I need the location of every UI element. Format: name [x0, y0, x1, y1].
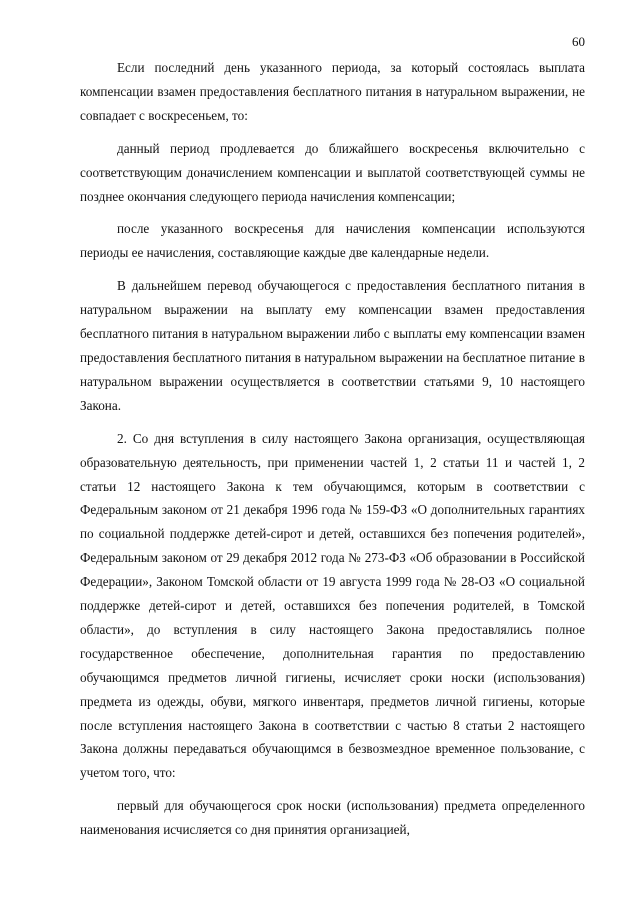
paragraph-2: данный период продлевается до ближайшего воскресенья включительно с соответствующим доначислением компенсации и выплатой соответствующей суммы не позднее окончания следующего периода начисления компенсации;	[80, 140, 585, 204]
paragraph-1: Если последний день указанного периода, за который состоялась выплата компенсации взамен предоставления бесплатного питания в натуральном выражении, не совпадает с воскресеньем, то:	[80, 60, 585, 123]
paragraph-6: первый для обучающегося срок носки (использования) предмета определенного наименования исчисляется со дня принятия организацией,	[80, 798, 585, 838]
paragraph-5: 2. Со дня вступления в силу настоящего Закона организация, осуществляющая образовательную деятельность, при применении частей 1, 2 статьи 11 и частей 1, 2 статьи 12 настоящего Закона к тем обучающимся, которым в соответствии с Федеральным законом от 21 декабря 1996 года № 159-ФЗ «О дополнительных гарантиях по социальной поддержке детей-сирот и детей, оставшихся без попечения родителей», Федеральным законом от 29 декабря 2012 года № 273-ФЗ «Об образовании в Российской Федерации», Законом Томской области от 19 августа 1999 года № 28-ОЗ «О социальной поддержке детей-сирот и детей, оставшихся без попечения родителей, в Томской области», до вступления в силу настоящего Закона предоставлялись полное государственное обеспечение, дополнительная гарантия по предоставлению обучающимся предметов личной гигиены, исчисляет сроки носки (использования) предмета из одежды, обуви, мягкого инвентаря, предметов личной гигиены, которые после вступления настоящего Закона в соответствии с частью 8 статьи 2 настоящего Закона должны передаваться обучающимся в безвозмездное временное пользование, с учетом того, что:	[80, 430, 585, 781]
body-text	[80, 56, 585, 851]
paragraph-3: после указанного воскресенья для начисления компенсации используются периоды ее начисления, составляющие каждые две календарные недели.	[80, 221, 585, 261]
page-number: 60	[572, 34, 585, 49]
paragraph-4: В дальнейшем перевод обучающегося с предоставления бесплатного питания в натуральном выражении на выплату ему компенсации взамен предоставления бесплатного питания в натуральном выражении либо с выплаты ему компенсации взамен предоставления бесплатного питания в натуральном выражении на бесплатное питание в натуральном выражении осуществляется в соответствии статьями 9, 10 настоящего Закона.	[80, 278, 585, 413]
